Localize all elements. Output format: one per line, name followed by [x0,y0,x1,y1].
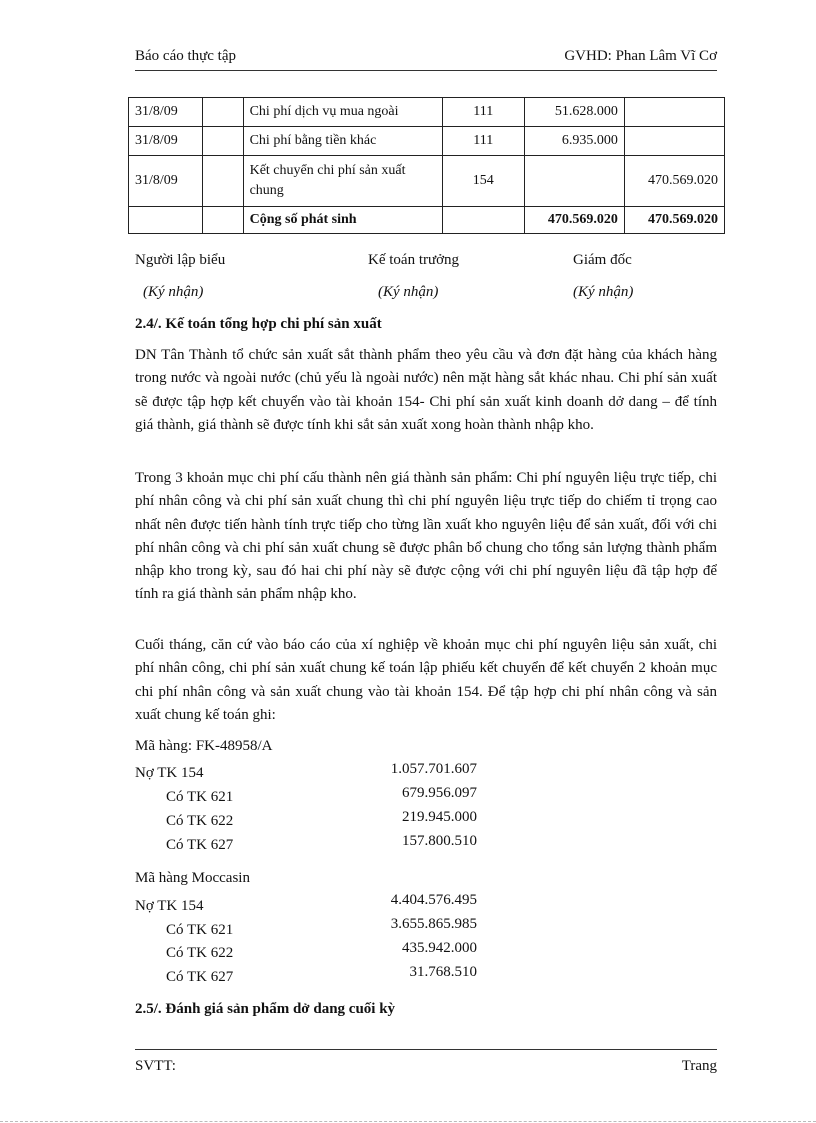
cell-date: 31/8/09 [129,156,203,207]
entry-product-code: Mã hàng: FK-48958/A [135,738,273,754]
cell-credit [624,98,724,127]
cell-empty [202,207,243,234]
table-row [129,156,725,207]
cell-blank [202,98,243,127]
header-advisor: GVHD: Phan Lâm Vĩ Cơ [564,48,717,64]
cell-description: Chi phí dịch vụ mua ngoài [243,98,442,127]
entry-credit-label: Có TK 621 [166,922,234,938]
cell-date: 31/8/09 [129,98,203,127]
cell-date: 31/8/09 [129,127,203,156]
entry-credit-amount: 679.956.097 [402,785,477,801]
signature-note-director: (Ký nhận) [573,284,634,300]
entry-debit-label: Nợ TK 154 [135,898,204,914]
paragraph-3: Cuối tháng, căn cứ vào báo cáo của xí nghiệp về khoản mục chi phí nguyên liệu sản xuất, chi phí nhân công, chi phí sản xuất chung kế toán lập phiếu kết chuyển để kết chuyển 2 khoản mục chi phí nhân công và sản xuất chung vào tài khoản 154. Để tập hợp chi phí nhân công và sản xuất chung kế toán ghi: [135,637,717,723]
cell-debit [524,156,624,207]
cell-account: 111 [442,127,524,156]
footer-page-label: Trang [681,1058,717,1074]
signature-title-preparer: Người lập biểu [135,252,226,268]
cell-debit: 6.935.000 [524,127,624,156]
total-label: Cộng số phát sinh [243,207,442,234]
entry-credit-label: Có TK 627 [166,837,234,853]
entry-product-code: Mã hàng Moccasin [135,870,250,886]
table-total-row [129,207,725,234]
table-row [129,98,725,127]
footer-divider [135,1049,717,1050]
table-row [129,127,725,156]
signature-note-preparer: (Ký nhận) [143,284,204,300]
paragraph-2: Trong 3 khoản mục chi phí cấu thành nên giá thành sản phẩm: Chi phí nguyên liệu trực tiếp, chi phí nhân công và chi phí sản xuất chung thì chi phí nguyên liệu trực tiếp do chiếm tỉ trọng cao nhất nên được tiến hành tính trực tiếp cho từng lần xuất kho nguyên liệu để sản xuất, đối với chi phí nhân công và chi phí sản xuất chung sẽ được phân bổ chung cho tổng sản lượng thành phẩm nhập kho trong kỳ, sau đó hai chi phí này sẽ được cộng với chi phí nguyên liệu đã tập hợp để tính ra giá thành sản phẩm nhập kho. [135,470,717,603]
entry-debit-label: Nợ TK 154 [135,765,204,781]
cell-debit: 51.628.000 [524,98,624,127]
entry-credit-label: Có TK 627 [166,969,234,985]
header-report-title: Báo cáo thực tập [135,48,237,64]
entry-credit-amount: 157.800.510 [402,833,477,849]
cell-blank [202,156,243,207]
entry-credit-amount: 31.768.510 [409,964,477,980]
signature-note-chief-accountant: (Ký nhận) [378,284,439,300]
paragraph-1: DN Tân Thành tổ chức sản xuất sắt thành phẩm theo yêu cầu và đơn đặt hàng của khách hàng trong nước và ngoài nước (chủ yếu là ngoài nước) nên mặt hàng sắt khác nhau. Chi phí sản xuất sẽ được tập hợp kết chuyển vào tài khoản 154- Chi phí sản xuất kinh doanh dở dang – để tính giá thành, giá thành sẽ được tính khi sắt sản xuất xong hoàn thành nhập kho. [135,347,717,433]
entry-credit-label: Có TK 622 [166,945,234,961]
cell-empty [129,207,203,234]
cell-description: Chi phí bằng tiền khác [243,127,442,156]
page-edge-divider [0,1121,816,1122]
page-header [135,48,717,71]
cell-account: 154 [442,156,524,207]
section-heading-2-5: 2.5/. Đánh giá sản phẩm dở dang cuối kỳ [135,1001,396,1017]
cell-blank [202,127,243,156]
entry-credit-label: Có TK 621 [166,789,234,805]
entry-credit-amount: 3.655.865.985 [390,916,477,932]
total-debit: 470.569.020 [524,207,624,234]
cell-credit: 470.569.020 [624,156,724,207]
cell-credit [624,127,724,156]
cell-empty [442,207,524,234]
signature-title-chief-accountant: Kế toán trưởng [368,252,460,268]
entry-credit-label: Có TK 622 [166,813,234,829]
footer-student-label: SVTT: [135,1058,176,1074]
signature-title-director: Giám đốc [573,252,632,268]
cell-account: 111 [442,98,524,127]
total-credit: 470.569.020 [624,207,724,234]
section-heading-2-4: 2.4/. Kế toán tổng hợp chi phí sản xuất [135,316,382,332]
ledger-table [128,97,725,234]
cell-description: Kết chuyển chi phí sản xuất chung [243,156,442,207]
entry-credit-amount: 219.945.000 [402,809,477,825]
entry-credit-amount: 435.942.000 [402,940,477,956]
entry-debit-amount: 4.404.576.495 [390,892,477,908]
entry-debit-amount: 1.057.701.607 [390,761,477,777]
